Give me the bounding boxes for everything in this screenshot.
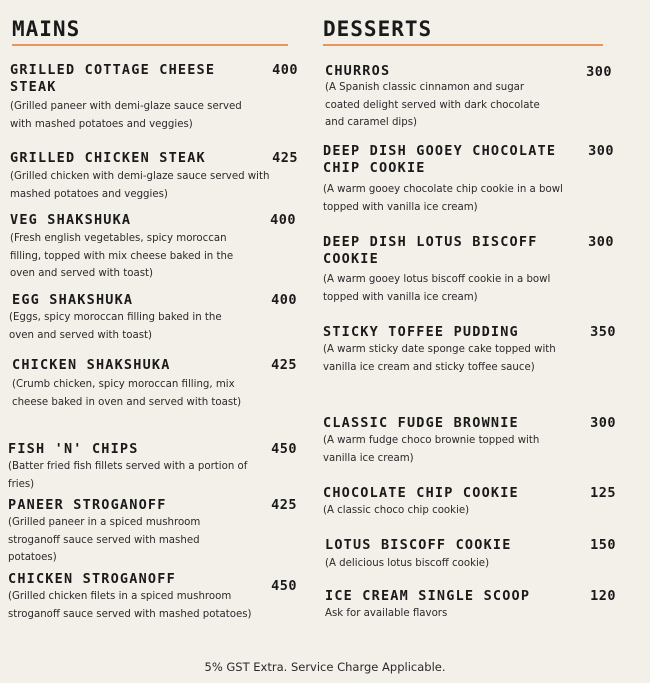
item-description: (Fresh english vegetables, spicy moroccan filling, topped with mix cheese baked in the oven and served with toast) <box>10 233 234 279</box>
item-name: FISH 'N' CHIPS <box>8 441 139 457</box>
item-description: (Grilled chicken filets in a spiced mushroom stroganoff sauce served with mashed potatoes) <box>8 591 252 620</box>
item-description: (Grilled chicken with demi-glaze sauce served with mashed potatoes and veggies) <box>10 171 270 200</box>
item-price: 350 <box>590 324 616 340</box>
item-name: CHURROS <box>325 63 391 79</box>
item-name: VEG SHAKSHUKA <box>10 212 132 228</box>
item-description: (A delicious lotus biscoff cookie) <box>325 558 490 569</box>
item-price: 400 <box>272 62 298 78</box>
item-description: (A warm sticky date sponge cake topped with vanilla ice cream and sticky toffee sauce) <box>323 344 556 373</box>
item-name: ICE CREAM SINGLE SCOOP <box>325 588 531 604</box>
item-name: PANEER STROGANOFF <box>8 497 167 513</box>
item-name: CLASSIC FUDGE BROWNIE <box>323 415 519 431</box>
item-description: (Crumb chicken, spicy moroccan filling, mix cheese baked in oven and served with toast) <box>12 379 242 408</box>
item-name: STICKY TOFFEE PUDDING <box>323 324 519 340</box>
item-price: 125 <box>590 485 616 501</box>
item-description: (Grilled paneer with demi-glaze sauce served with mashed potatoes and veggies) <box>10 101 242 130</box>
item-price: 425 <box>272 150 298 166</box>
item-description: (Batter fried fish fillets served with a portion of fries) <box>8 461 248 490</box>
item-name: GRILLED COTTAGE CHEESE STEAK <box>10 62 216 95</box>
item-price: 400 <box>271 292 297 308</box>
item-price: 300 <box>590 415 616 431</box>
desserts-divider <box>323 44 603 46</box>
item-price: 425 <box>271 497 297 513</box>
item-name: DEEP DISH GOOEY CHOCOLATE CHIP COOKIE <box>323 143 557 176</box>
item-description: (Eggs, spicy moroccan filling baked in the oven and served with toast) <box>9 312 222 341</box>
item-name: CHICKEN STROGANOFF <box>8 571 176 587</box>
item-name: LOTUS BISCOFF COOKIE <box>325 537 512 553</box>
item-price: 120 <box>590 588 616 604</box>
item-name: GRILLED CHICKEN STEAK <box>10 150 206 166</box>
item-name: DEEP DISH LOTUS BISCOFF COOKIE <box>323 234 538 267</box>
item-description: (A warm fudge choco brownie topped with vanilla ice cream) <box>323 435 540 464</box>
item-description: (A Spanish classic cinnamon and sugar coated delight served with dark chocolate and caramel dips) <box>325 82 540 128</box>
item-name: CHOCOLATE CHIP COOKIE <box>323 485 519 501</box>
item-price: 150 <box>590 537 616 553</box>
item-price: 300 <box>588 234 614 250</box>
item-description: (A warm gooey lotus biscoff cookie in a bowl topped with vanilla ice cream) <box>323 274 551 303</box>
item-description: Ask for available flavors <box>325 608 448 619</box>
item-description: (Grilled paneer in a spiced mushroom stroganoff sauce served with mashed potatoes) <box>8 517 201 563</box>
mains-divider <box>12 44 288 46</box>
mains-title: MAINS <box>12 17 81 41</box>
item-price: 425 <box>271 357 297 373</box>
item-price: 450 <box>271 441 297 457</box>
item-price: 300 <box>586 64 612 80</box>
item-price: 450 <box>271 578 297 594</box>
item-name: CHICKEN SHAKSHUKA <box>12 357 171 373</box>
item-price: 400 <box>270 212 296 228</box>
item-description: (A classic choco chip cookie) <box>323 505 470 516</box>
footer-note: 5% GST Extra. Service Charge Applicable. <box>204 660 446 674</box>
item-price: 300 <box>588 143 614 159</box>
desserts-title: DESSERTS <box>323 17 433 41</box>
item-name: EGG SHAKSHUKA <box>12 292 134 308</box>
item-description: (A warm gooey chocolate chip cookie in a bowl topped with vanilla ice cream) <box>323 184 563 213</box>
